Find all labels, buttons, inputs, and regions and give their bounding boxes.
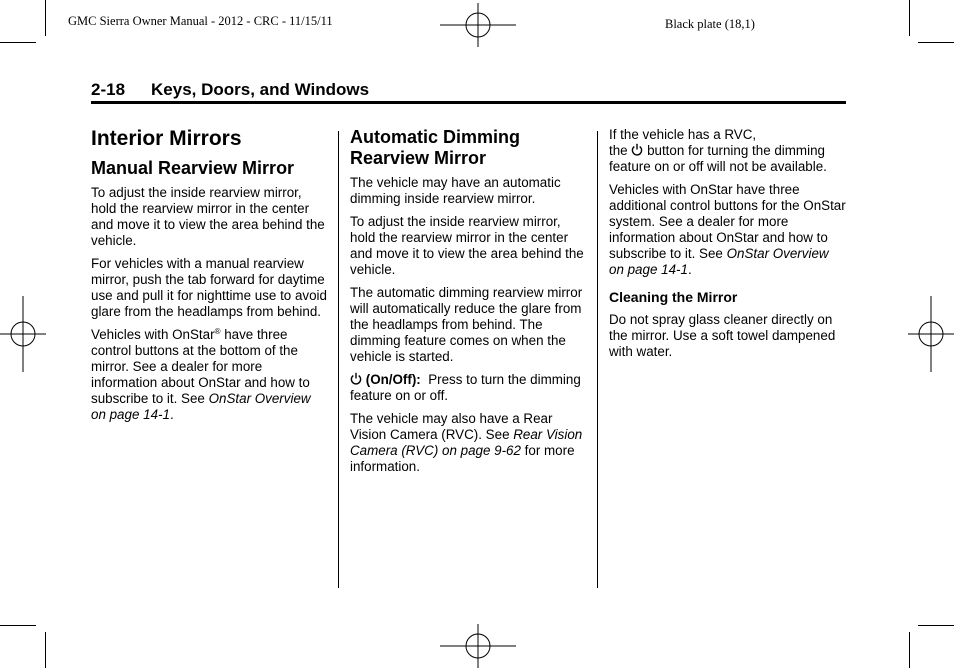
header-rule	[91, 101, 846, 104]
paragraph: To adjust the inside rearview mirror, hold the rearview mirror in the center and move it to view the area behind the vehicle.	[350, 214, 584, 277]
section-heading: Manual Rearview Mirror	[91, 158, 295, 178]
paragraph: Do not spray glass cleaner directly on the mirror. Use a soft towel dampened with water.	[609, 312, 836, 359]
column-divider	[338, 131, 339, 588]
crop-mark	[909, 0, 910, 36]
paragraph: (On/Off): Press to turn the dimming feature on or off.	[350, 372, 585, 403]
paragraph: Vehicles with OnStar® have three control buttons at the bottom of the mirror. See a dealer for more information about OnStar and how to subscribe to it. See OnStar Overview on page 14-1.	[91, 327, 311, 422]
paragraph: The vehicle may have an automatic dimming inside rearview mirror.	[350, 175, 561, 206]
on-off-label: (On/Off):	[365, 372, 421, 387]
registration-mark-icon	[440, 624, 516, 668]
column-2	[350, 125, 586, 482]
registered-mark: ®	[214, 327, 221, 336]
crop-mark	[918, 625, 954, 626]
cross-reference-link[interactable]: OnStar Overview on page 14-1	[91, 391, 311, 422]
crop-mark	[918, 42, 954, 43]
crop-mark	[0, 625, 36, 626]
slug-left: GMC Sierra Owner Manual - 2012 - CRC - 11/15/11	[68, 14, 333, 28]
registration-mark-icon	[0, 296, 46, 372]
subsection-heading: Cleaning the Mirror	[609, 289, 738, 305]
registration-mark-icon	[908, 296, 954, 372]
column-1	[91, 125, 327, 430]
power-icon	[631, 143, 643, 156]
crop-mark	[0, 42, 36, 43]
slug-right: Black plate (18,1)	[665, 17, 755, 31]
paragraph: The automatic dimming rearview mirror will automatically reduce the glare from the headlamps from behind. The dimming feature comes on when the vehicle is started.	[350, 285, 583, 364]
crop-mark	[909, 632, 910, 668]
page-number: 2-18	[91, 80, 126, 99]
paragraph: For vehicles with a manual rearview mirror, push the tab forward for daytime use and pull it for nighttime use to avoid glare from the headlamps from behind.	[91, 256, 327, 319]
page-title: Interior Mirrors	[91, 127, 242, 150]
crop-mark	[45, 632, 46, 668]
paragraph: To adjust the inside rearview mirror, hold the rearview mirror in the center and move it to view the area behind the vehicle.	[91, 185, 325, 248]
paragraph: If the vehicle has a RVC, the button for turning the dimming feature on or off will not be available.	[609, 127, 827, 174]
column-3	[609, 127, 847, 367]
running-header	[91, 80, 369, 100]
registration-mark-icon	[440, 3, 516, 47]
cross-reference-link[interactable]: Rear Vision Camera (RVC) on page 9-62	[350, 427, 583, 458]
paragraph: The vehicle may also have a Rear Vision Camera (RVC). See Rear Vision Camera (RVC) on page 9-62 for more information.	[350, 411, 583, 474]
power-icon	[350, 372, 362, 385]
cross-reference-link[interactable]: OnStar Overview on page 14-1	[609, 246, 829, 277]
section-title: Keys, Doors, and Windows	[151, 80, 370, 99]
paragraph: Vehicles with OnStar have three additional control buttons for the OnStar system. See a dealer for more information about OnStar and how to subscribe to it. See OnStar Overview on page 14-1.	[609, 182, 846, 277]
column-divider	[597, 131, 598, 588]
crop-mark	[45, 0, 46, 36]
section-heading: Automatic Dimming Rearview Mirror	[350, 127, 521, 168]
